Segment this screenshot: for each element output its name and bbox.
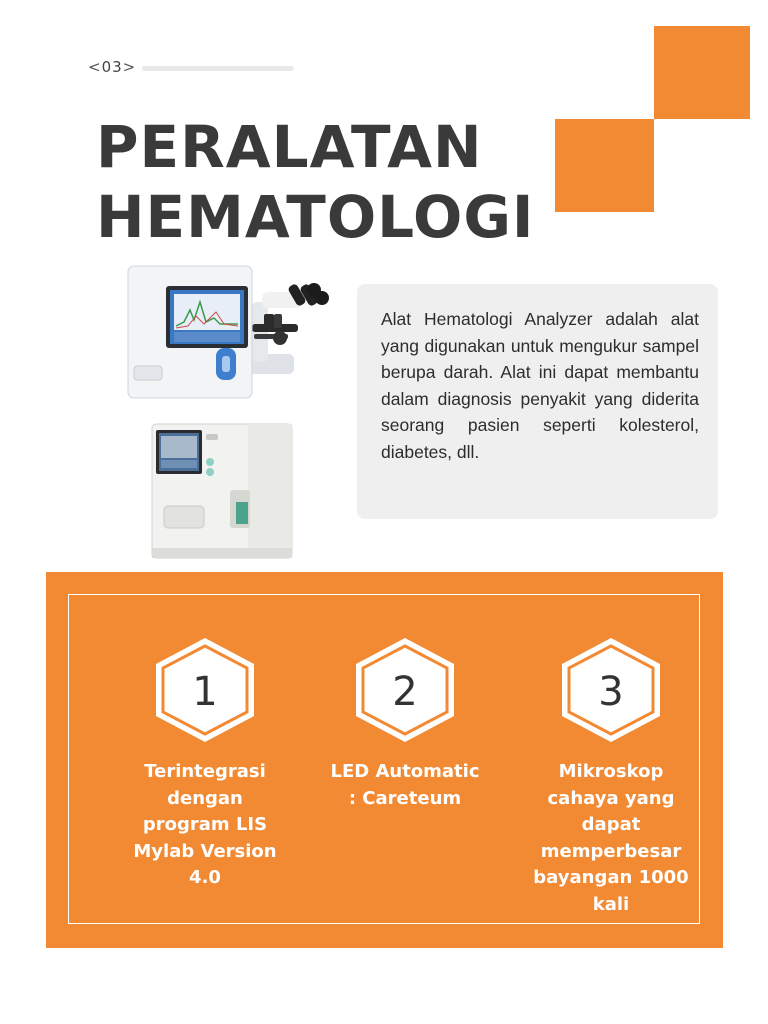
bracket-open: < (88, 58, 102, 76)
hexagon-1-icon (151, 635, 259, 745)
feature-2-label: LED Automatic : Careteum (330, 761, 480, 809)
hexagon-2-icon (351, 635, 459, 745)
page-number-value: 03 (101, 58, 123, 76)
feature-3 (531, 635, 691, 918)
features-frame (68, 594, 700, 924)
microscope-image (246, 283, 329, 374)
description-card (357, 284, 718, 519)
bracket-close: > (122, 58, 137, 76)
feature-1 (125, 635, 285, 892)
hematology-analyzer-2-image (148, 418, 300, 564)
feature-3-number: 3 (598, 669, 624, 715)
feature-1-number: 1 (192, 669, 218, 715)
description-text: Alat Hematologi Analyzer adalah alat yang digunakan untuk mengukur sampel berupa darah. Alat ini dapat membantu dalam diagnosis penyakit yang diderita seorang pasien seperti kolesterol, diabetes, dll. (381, 309, 699, 462)
decor-square-bottom (555, 119, 654, 212)
features-panel (46, 572, 723, 948)
decor-square-top (654, 26, 750, 119)
title-line-2: HEMATOLOGI (96, 183, 535, 251)
feature-2-number: 2 (392, 669, 418, 715)
hexagon-3-icon (557, 635, 665, 745)
feature-1-label: Terintegrasi dengan program LIS Mylab Version 4.0 (133, 761, 277, 888)
page-title (96, 112, 535, 252)
feature-3-label: Mikroskop cahaya yang dapat memperbesar bayangan 1000 kali (533, 761, 689, 915)
page-number (88, 58, 136, 76)
header-rule (142, 66, 294, 71)
feature-2 (325, 635, 485, 812)
hematology-analyzer-image (124, 262, 336, 404)
title-line-1: PERALATAN (96, 113, 483, 181)
